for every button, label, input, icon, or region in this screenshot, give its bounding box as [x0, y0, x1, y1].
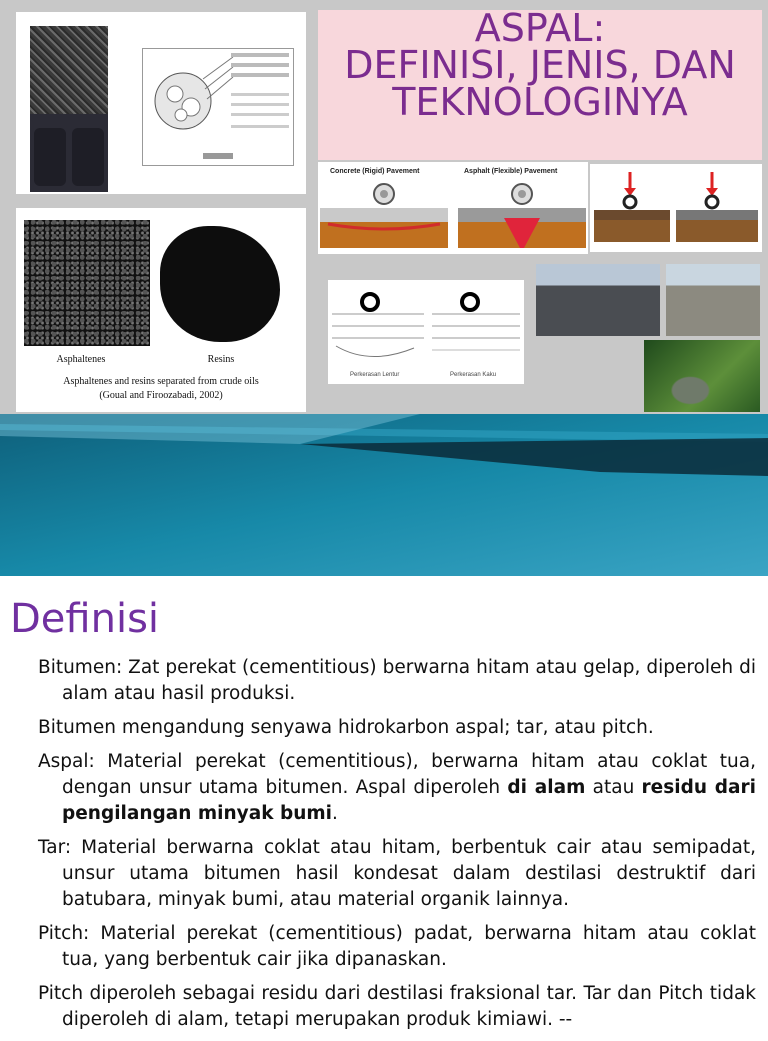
asphaltenes-resins-panel [16, 208, 306, 412]
aspal-bold-1: di alam [507, 777, 586, 798]
aggregate-schematic [142, 48, 294, 166]
asphalt-pavement-label: Asphalt (Flexible) Pavement [464, 168, 558, 175]
aspal-text-1: Aspal: Material perekat (cementitious), berwarna hitam atau coklat tua, dengan unsur utama bitumen. Aspal diperoleh [38, 751, 756, 798]
asphalt-sample-panel [16, 12, 306, 194]
paragraph-aspal [38, 749, 756, 827]
paragraph-pitch: Pitch: Material perekat (cementitious) padat, berwarna hitam atau coklat tua, yang berbentuk cair jika dipanaskan. [38, 923, 756, 970]
paragraph-bitumen: Bitumen: Zat perekat (cementitious) berwarna hitam atau gelap, diperoleh di alam atau hasil produksi. [38, 657, 756, 704]
forest-road-photo [644, 340, 760, 412]
asphalt-core-samples-photo [30, 114, 108, 192]
layer-diagram-drawing [328, 280, 524, 384]
paragraph-tar: Tar: Material berwarna coklat atau hitam, berbentuk cair atau semipadat, unsur utama bitumen hasil kondesat dalam destilasi destruktif dari batubara, minyak bumi, atau material organik lainnya. [38, 837, 756, 910]
rigid-pavement-caption: Perkerasan Kaku [450, 372, 497, 378]
title-line-1: ASPAL: [474, 6, 606, 50]
aggregate-schematic-drawing [143, 49, 293, 165]
title-line-3: TEKNOLOGINYA [392, 80, 688, 124]
load-distribution-figure [590, 164, 762, 252]
load-arrows-drawing [590, 164, 762, 252]
resins-photo [154, 220, 284, 346]
road-paving-photo-2 [666, 264, 760, 336]
figure-caption-line1: Asphaltenes and resins separated from crude oils [63, 376, 259, 387]
asphaltenes-label: Asphaltenes [56, 354, 106, 365]
paragraph-pitch-origin: Pitch diperoleh sebagai residu dari destilasi fraksional tar. Tar dan Pitch tidak diperoleh di alam, tetapi merupakan produk kimiawi. -- [38, 983, 756, 1030]
resins-label: Resins [207, 354, 235, 365]
title-line-2: DEFINISI, JENIS, DAN [344, 43, 736, 87]
aspal-bold-2: residu dari pengilangan minyak bumi [62, 777, 756, 824]
slide-title [318, 6, 762, 160]
concrete-pavement-label: Concrete (Rigid) Pavement [330, 168, 420, 175]
figure-caption-line2: (Goual and Firoozabadi, 2002) [99, 390, 223, 401]
paragraph-bitumen-content: Bitumen mengandung senyawa hidrokarbon aspal; tar, atau pitch. [38, 717, 654, 738]
asphaltenes-photo [24, 220, 150, 346]
flexible-pavement-caption: Perkerasan Lentur [350, 372, 400, 378]
pavement-load-diagram [318, 178, 588, 254]
pavement-layer-diagrams [328, 280, 524, 384]
aspal-text-2: atau [585, 777, 642, 798]
decorative-teal-band [0, 414, 768, 576]
porous-asphalt-block-photo [30, 26, 108, 114]
definition-text [38, 655, 756, 1041]
road-paving-photo-1 [536, 264, 660, 336]
aspal-text-3: . [331, 803, 338, 824]
pavement-comparison-figure [318, 162, 588, 254]
section-heading: Definisi [10, 596, 160, 642]
